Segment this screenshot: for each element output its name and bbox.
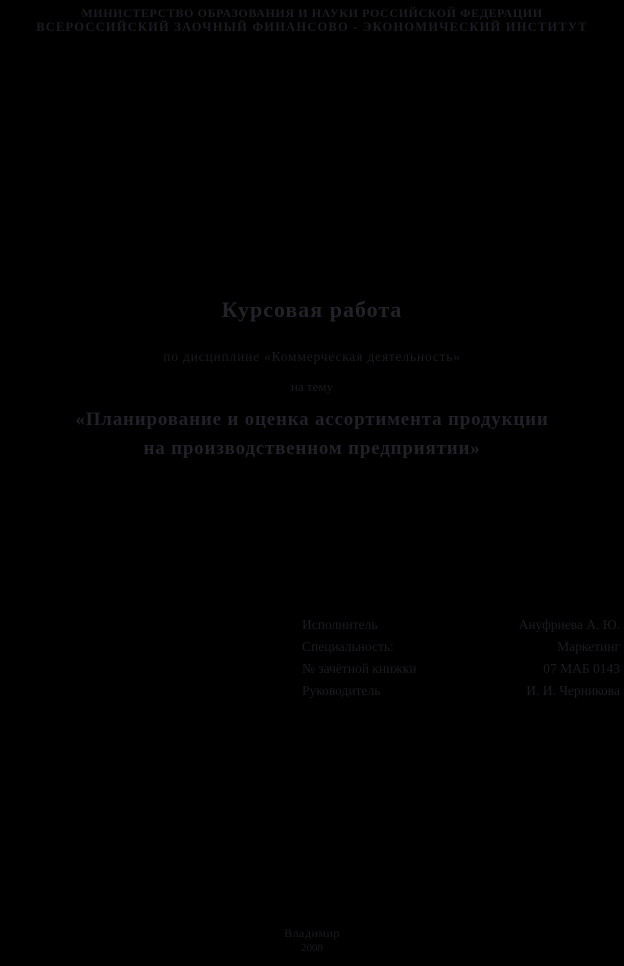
gradebook-number-value: 07 МАБ 0143 [543,661,620,676]
footer-city: Владимир [284,926,340,940]
footer-year: 2008 [301,942,323,954]
credentials-block [302,617,620,705]
credentials-row-executor [302,617,620,639]
gradebook-number-label: № зачётной книжки [302,661,417,676]
topic-title-line-2: на производственном предприятии» [143,438,481,459]
work-type-title: Курсовая работа [221,297,403,322]
specialty-label: Специальность: [302,639,394,654]
specialty-value: Маркетинг [557,639,620,654]
executor-name: Ануфриева А. Ю. [518,617,620,632]
executor-label: Исполнитель [302,617,378,632]
credentials-row-supervisor [302,683,620,705]
topic-intro-label: на тему [290,379,334,394]
topic-title-line-1: «Планирование и оценка ассортимента продукции [75,409,549,430]
credentials-row-gradebook [302,661,620,683]
credentials-row-specialty [302,639,620,661]
supervisor-label: Руководитель [302,683,381,698]
discipline-line: по дисциплине «Коммерческая деятельность» [163,349,461,364]
ministry-header-line: МИНИСТЕРСТВО ОБРАЗОВАНИЯ И НАУКИ РОССИЙСКОЙ ФЕДЕРАЦИИ [81,6,543,20]
institute-header-line: ВСЕРОССИЙСКИЙ ЗАОЧНЫЙ ФИНАНСОВО - ЭКОНОМИЧЕСКИЙ ИНСТИТУТ [36,20,588,34]
supervisor-name: И. И. Черникова [526,683,620,698]
